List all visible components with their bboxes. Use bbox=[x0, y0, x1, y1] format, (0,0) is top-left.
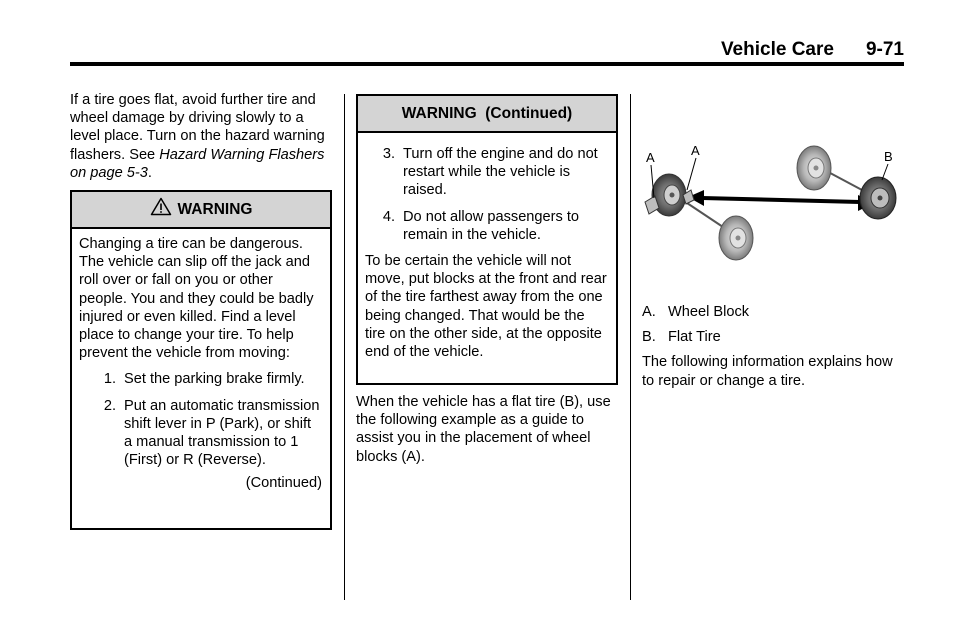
page-number: 9-71 bbox=[865, 39, 904, 60]
wheel-block-illustration bbox=[642, 138, 904, 268]
hazard-flashers-reference[interactable]: Hazard Warning Flashers on page 5-3 bbox=[70, 146, 325, 181]
warning-box bbox=[70, 190, 332, 530]
warning-continued-header: WARNING (Continued) bbox=[358, 96, 616, 133]
column-2-text bbox=[356, 393, 618, 466]
tire-rear-left bbox=[719, 216, 753, 260]
diagram-label-a2: A bbox=[691, 143, 700, 158]
warning-triangle-icon bbox=[150, 197, 172, 216]
list-item: 2. Put an automatic transmission shift lever in P (Park), or shift a manual transmission to 1 (First) or R (Reverse). bbox=[103, 397, 320, 469]
wheel-block-paragraph: When the vehicle has a flat tire (B), use the following example as a guide to assist you in the placement of wheel blocks (A). bbox=[356, 394, 611, 465]
warning-body bbox=[72, 229, 330, 493]
column-divider-2 bbox=[630, 94, 631, 600]
list-item: 3. Turn off the engine and do not restart while the vehicle is raised. bbox=[382, 146, 598, 199]
list-item: 1. Set the parking brake firmly. bbox=[103, 371, 305, 388]
continued-label: (Continued) bbox=[245, 475, 322, 492]
diagram-label-b: B bbox=[884, 149, 893, 164]
diagram-label-a1: A bbox=[646, 150, 655, 165]
warning-header bbox=[72, 192, 330, 229]
caption-item: B. Flat Tire bbox=[642, 329, 721, 346]
caption-item: A. Wheel Block bbox=[642, 304, 750, 320]
warning-continued-box bbox=[356, 94, 618, 385]
flat-tire bbox=[860, 177, 896, 219]
repair-info-paragraph: The following information explains how to repair or change a tire. bbox=[642, 354, 893, 389]
page-header bbox=[721, 38, 904, 62]
column-1 bbox=[70, 91, 334, 182]
warning-continued-text: To be certain the vehicle will not move, put blocks at the front and rear of the tire farthest away from the one being changed. That would be the tire on the other side, at the opposite end of the vehicle. bbox=[365, 253, 607, 361]
intro-paragraph: If a tire goes flat, avoid further tire and wheel damage by driving slowly to a level place. Turn on the hazard warning flashers. See Hazard Warning Flashers on page 5-3. bbox=[70, 92, 325, 181]
column-divider-1 bbox=[344, 94, 345, 600]
column-3-text bbox=[642, 303, 904, 390]
tire-rear-right bbox=[797, 146, 831, 190]
list-item: 4. Do not allow passengers to remain in the vehicle. bbox=[382, 208, 580, 243]
header-rule bbox=[70, 62, 904, 66]
warning-continued-body bbox=[358, 133, 616, 361]
section-title: Vehicle Care bbox=[720, 39, 834, 60]
wheel-block-diagram bbox=[642, 138, 904, 268]
warning-title: WARNING bbox=[177, 201, 253, 218]
warning-text: Changing a tire can be dangerous. The vehicle can slip off the jack and roll over or fall on you or other people. You and they could be badly injured or even killed. Find a level place to change your tire. To help prevent the vehicle from moving: bbox=[79, 236, 314, 362]
